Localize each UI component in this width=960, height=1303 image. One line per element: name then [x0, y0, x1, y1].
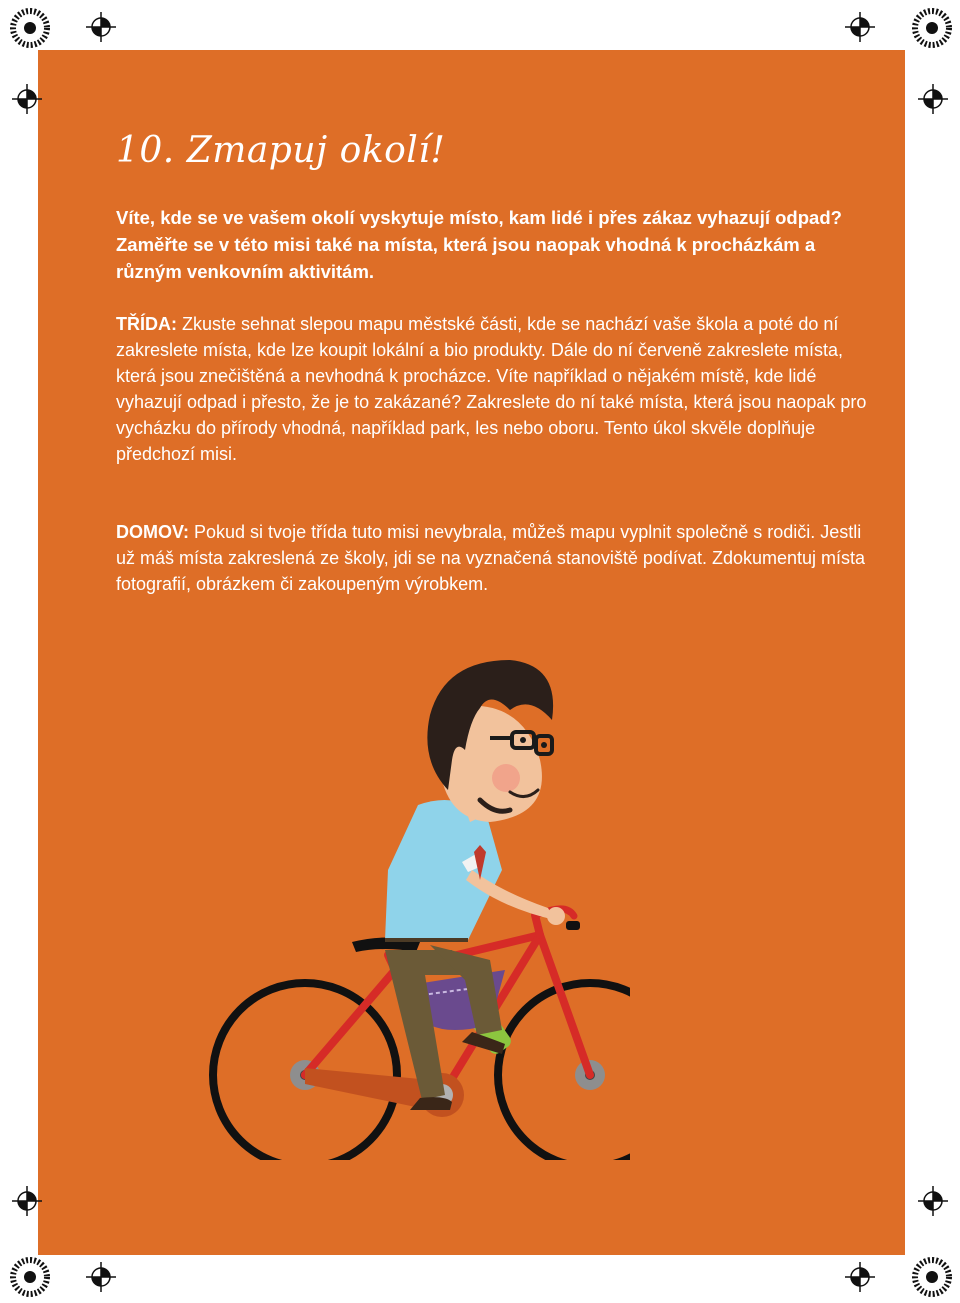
- crosshair-mark-icon: [845, 1262, 875, 1292]
- class-section-text: Zkuste sehnat slepou mapu městské části, kde se nachází vaše škola a poté do ní zakreslete místa, kde lze koupit lokální a bio produkty. Dále do ní červeně zakreslete místa, která jsou znečištěná a nevhodná k procházce. Víte například o nějakém místě, kde lidé vyhazují odpad i přesto, že je to zakázané? Zakreslete do ní také místa, která jsou naopak pro vycházku do přírody vhodná, například park, les nebo oboru. Tento úkol skvěle doplňuje předchozí misi.: [116, 314, 867, 464]
- cyclist-illustration: [190, 640, 630, 1160]
- home-section-text: Pokud si tvoje třída tuto misi nevybrala, můžeš mapu vyplnit společně s rodiči. Jestli už máš místa zakreslená ze školy, jdi se na vyznačená stanoviště podívat. Zdokumentuj místa fotografií, obrázkem či zakoupeným výrobkem.: [116, 522, 866, 594]
- registration-burst-icon: [10, 1257, 50, 1297]
- page-title: 10. Zmapuj okolí!: [116, 130, 446, 171]
- handlebar-grip: [566, 921, 580, 930]
- intro-paragraph: Víte, kde se ve vašem okolí vyskytuje místo, kam lidé i přes zákaz vyhazují odpad? Zaměřte se v této misi také na místa, která jsou naopak vhodná k procházkám a různým venkovním aktivitám.: [116, 207, 842, 282]
- crosshair-mark-icon: [845, 12, 875, 42]
- registration-burst-icon: [912, 1257, 952, 1297]
- registration-burst-icon: [10, 8, 50, 48]
- crosshair-mark-icon: [918, 1186, 948, 1216]
- crosshair-mark-icon: [86, 12, 116, 42]
- crosshair-mark-icon: [12, 84, 42, 114]
- class-section: [116, 311, 876, 467]
- home-section-label: DOMOV:: [116, 522, 190, 542]
- cyclist-head: [427, 660, 553, 822]
- home-section: [116, 519, 876, 597]
- crosshair-mark-icon: [86, 1262, 116, 1292]
- crosshair-mark-icon: [12, 1186, 42, 1216]
- crosshair-mark-icon: [918, 84, 948, 114]
- class-section-label: TŘÍDA:: [116, 314, 177, 334]
- registration-burst-icon: [912, 8, 952, 48]
